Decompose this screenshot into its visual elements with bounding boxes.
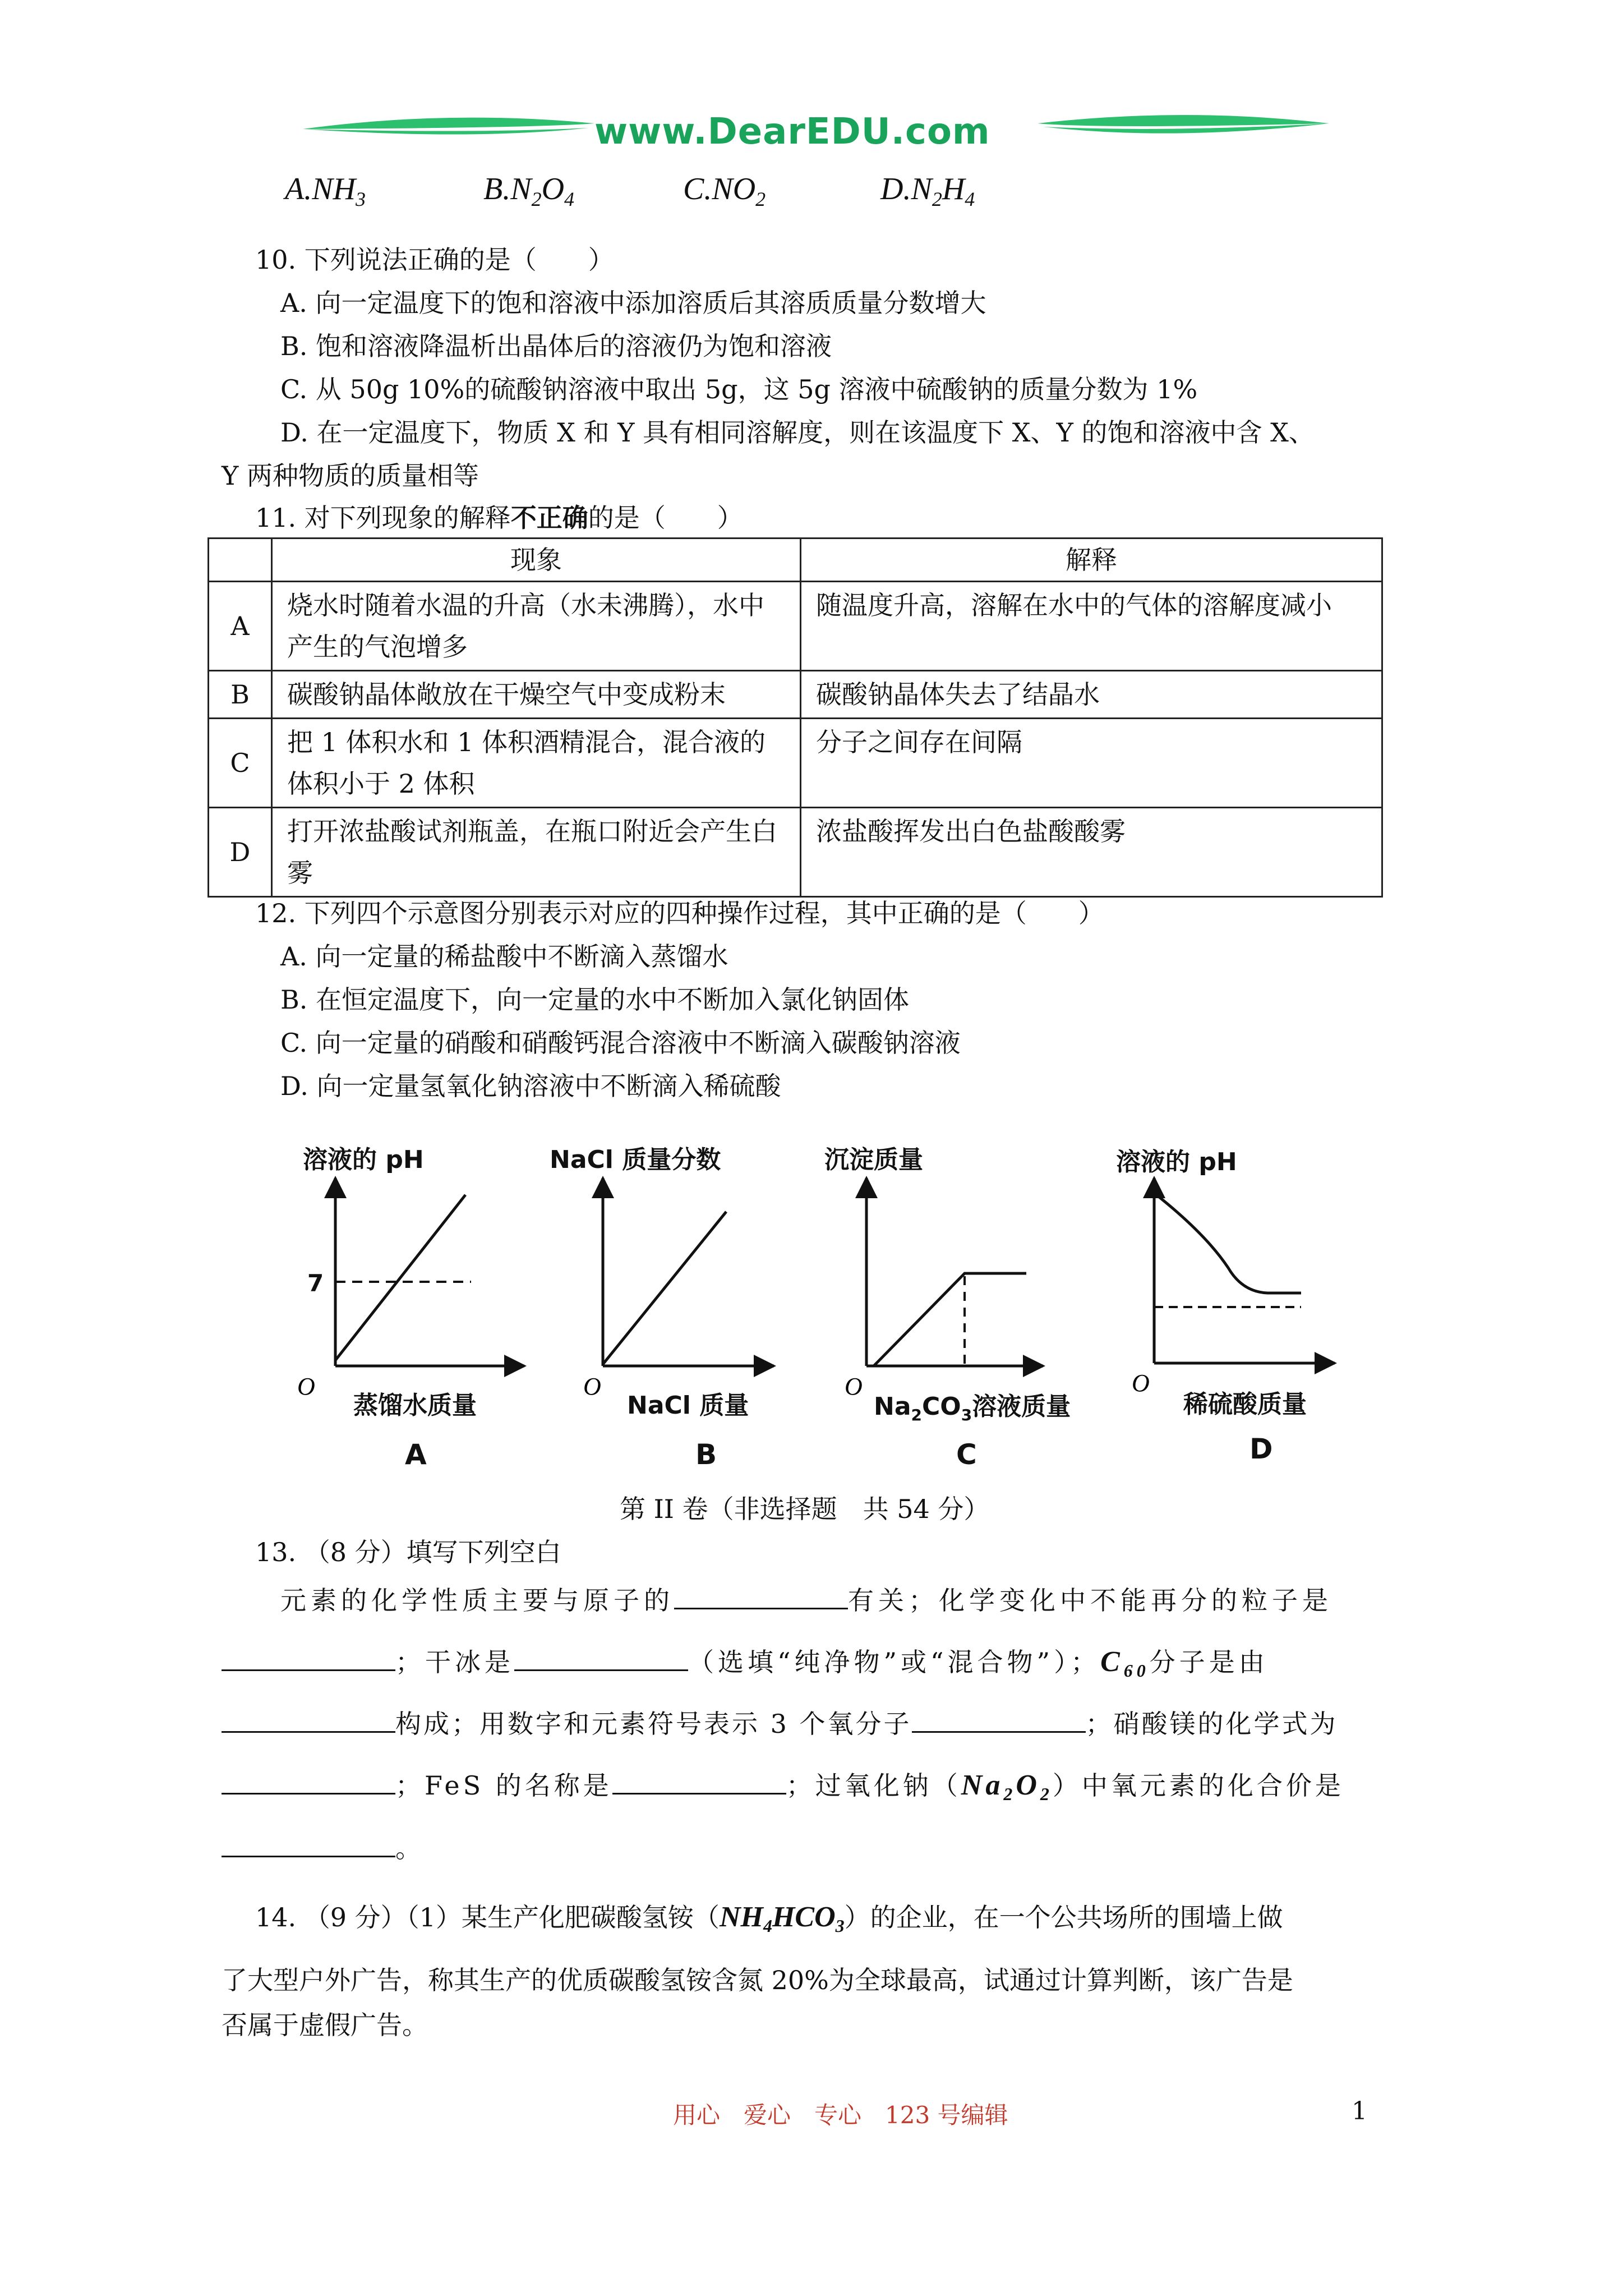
graph-c-ylabel: 沉淀质量 xyxy=(824,1145,923,1174)
q9-option-a: $A.NH_3$ xyxy=(285,172,366,211)
graph-b-origin: O xyxy=(583,1373,601,1400)
q13-line1: 元素的化学性质主要与原子的 有关；化学变化中不能再分的粒子是 xyxy=(280,1582,1332,1617)
blank-field[interactable] xyxy=(612,1767,786,1795)
graph-d-caption: D xyxy=(1249,1433,1273,1465)
site-name[interactable]: www.DearEDU.com xyxy=(594,111,990,153)
page-number: 1 xyxy=(1352,2097,1367,2125)
blank-field[interactable] xyxy=(674,1582,848,1609)
q12-option-a: A. 向一定量的稀盐酸中不断滴入蒸馏水 xyxy=(280,941,728,972)
q14-line2: 了大型户外广告，称其生产的优质碳酸氢铵含氮 20%为全球最高，试通过计算判断，该广告是 xyxy=(222,1965,1293,1995)
q13-line5: 。 xyxy=(222,1830,421,1865)
graph-a-ylabel: 溶液的 pH xyxy=(303,1145,424,1174)
blank-field[interactable] xyxy=(222,1644,395,1671)
blank-field[interactable] xyxy=(222,1830,395,1857)
cell-phenomenon: 烧水时随着水温的升高（水未沸腾），水中产生的气泡增多 xyxy=(272,582,801,671)
section-2-title: 第 II 卷（非选择题 共 54 分） xyxy=(620,1494,990,1524)
table-row xyxy=(209,671,1382,719)
graph-a-tick-7: 7 xyxy=(307,1269,324,1297)
q11-stem: 11. 对下列现象的解释不正确的是（ ） xyxy=(255,503,743,533)
graph-b-line xyxy=(603,1212,726,1364)
cell-explanation: 分子之间存在间隔 xyxy=(801,719,1382,808)
blank-field[interactable] xyxy=(912,1705,1086,1733)
q12-graphs xyxy=(0,1133,1623,1481)
graph-a xyxy=(297,1145,524,1471)
graph-b xyxy=(550,1145,774,1471)
graph-d-origin: O xyxy=(1132,1369,1150,1397)
q13-line3: 构成；用数字和元素符号表示 3 个氧分子 ；硝酸镁的化学式为 xyxy=(222,1705,1338,1741)
graph-d-curve xyxy=(1156,1195,1301,1293)
q9-option-b: $B.N_2O_4$ xyxy=(483,172,575,211)
q13-line4: ；FeS 的名称是 ；过氧化钠$(Na_2O_2)$中氧元素的化合价是 xyxy=(222,1767,1344,1811)
q10-option-d-line2: Y 两种物质的质量相等 xyxy=(222,461,479,491)
blank-field[interactable] xyxy=(222,1767,395,1795)
graph-a-xlabel: 蒸馏水质量 xyxy=(353,1391,477,1420)
graph-c-line xyxy=(874,1273,1026,1366)
graph-c xyxy=(824,1145,1071,1471)
q9-option-d: $D.N_2H_4$ xyxy=(880,172,975,211)
blank-field[interactable] xyxy=(222,1705,395,1733)
cell-phenomenon: 碳酸钠晶体敞放在干燥空气中变成粉末 xyxy=(272,671,801,719)
q10-stem: 10. 下列说法正确的是（ ） xyxy=(255,245,614,275)
q14-line3: 否属于虚假广告。 xyxy=(222,2010,428,2040)
graph-a-line xyxy=(335,1195,465,1360)
graph-a-caption: A xyxy=(405,1438,427,1471)
graph-b-xlabel: NaCl 质量 xyxy=(627,1391,749,1420)
graph-c-caption: C xyxy=(956,1438,977,1471)
graph-c-xlabel: $Na_2CO_3$溶液质量 xyxy=(874,1392,1071,1424)
q9-option-c: $C.NO_2$ xyxy=(683,172,766,211)
q12-option-d: D. 向一定量氢氧化钠溶液中不断滴入稀硫酸 xyxy=(280,1071,781,1101)
blank-field[interactable] xyxy=(514,1644,688,1671)
table-corner-cell xyxy=(209,539,272,582)
q10-option-d-line1: D. 在一定温度下，物质 X 和 Y 具有相同溶解度，则在该温度下 X、Y 的饱和溶液中含 X、 xyxy=(280,417,1315,448)
cell-phenomenon: 把 1 体积水和 1 体积酒精混合，混合液的体积小于 2 体积 xyxy=(272,719,801,808)
table-header-row xyxy=(209,539,1382,582)
graph-b-ylabel: NaCl 质量分数 xyxy=(550,1145,721,1174)
table-row xyxy=(209,808,1382,897)
cell-explanation: 随温度升高，溶解在水中的气体的溶解度减小 xyxy=(801,582,1382,671)
graph-c-origin: O xyxy=(845,1373,863,1400)
table-row xyxy=(209,719,1382,808)
row-label: D xyxy=(209,808,272,897)
q10-option-c: C. 从 50g 10%的硫酸钠溶液中取出 5g，这 5g 溶液中硫酸钠的质量分数为 1% xyxy=(280,374,1198,404)
cell-explanation: 浓盐酸挥发出白色盐酸酸雾 xyxy=(801,808,1382,897)
q12-stem: 12. 下列四个示意图分别表示对应的四种操作过程，其中正确的是（ ） xyxy=(255,898,1104,928)
graph-a-origin: O xyxy=(297,1373,315,1400)
col-header-explanation: 解释 xyxy=(801,539,1382,582)
col-header-phenomenon: 现象 xyxy=(272,539,801,582)
graph-d xyxy=(1116,1148,1335,1465)
q11-table xyxy=(208,537,1383,898)
cell-phenomenon: 打开浓盐酸试剂瓶盖，在瓶口附近会产生白雾 xyxy=(272,808,801,897)
row-label: B xyxy=(209,671,272,719)
q10-option-b: B. 饱和溶液降温析出晶体后的溶液仍为饱和溶液 xyxy=(280,331,832,361)
row-label: A xyxy=(209,582,272,671)
graph-b-caption: B xyxy=(695,1438,717,1471)
row-label: C xyxy=(209,719,272,808)
cell-explanation: 碳酸钠晶体失去了结晶水 xyxy=(801,671,1382,719)
graph-d-ylabel: 溶液的 pH xyxy=(1116,1148,1237,1176)
q13-line2: ；干冰是 （选填“纯净物”或“混合物”）；$C_{60}$分子是由 xyxy=(222,1644,1269,1687)
q13-stem: 13. （8 分）填写下列空白 xyxy=(255,1537,561,1567)
q10-option-a: A. 向一定温度下的饱和溶液中添加溶质后其溶质质量分数增大 xyxy=(280,288,986,318)
table-row xyxy=(209,582,1382,671)
q12-option-c: C. 向一定量的硝酸和硝酸钙混合溶液中不断滴入碳酸钠溶液 xyxy=(280,1028,961,1058)
footer-text: 用心 爱心 专心 123 号编辑 xyxy=(673,2101,1008,2129)
graph-d-xlabel: 稀硫酸质量 xyxy=(1183,1390,1307,1419)
q14-line1: 14. （9 分）（1）某生产化肥碳酸氢铵$(NH_4HCO_3)$的企业，在一个公共场所的围墙上做 xyxy=(255,1901,1283,1936)
q12-option-b: B. 在恒定温度下，向一定量的水中不断加入氯化钠固体 xyxy=(280,984,910,1015)
